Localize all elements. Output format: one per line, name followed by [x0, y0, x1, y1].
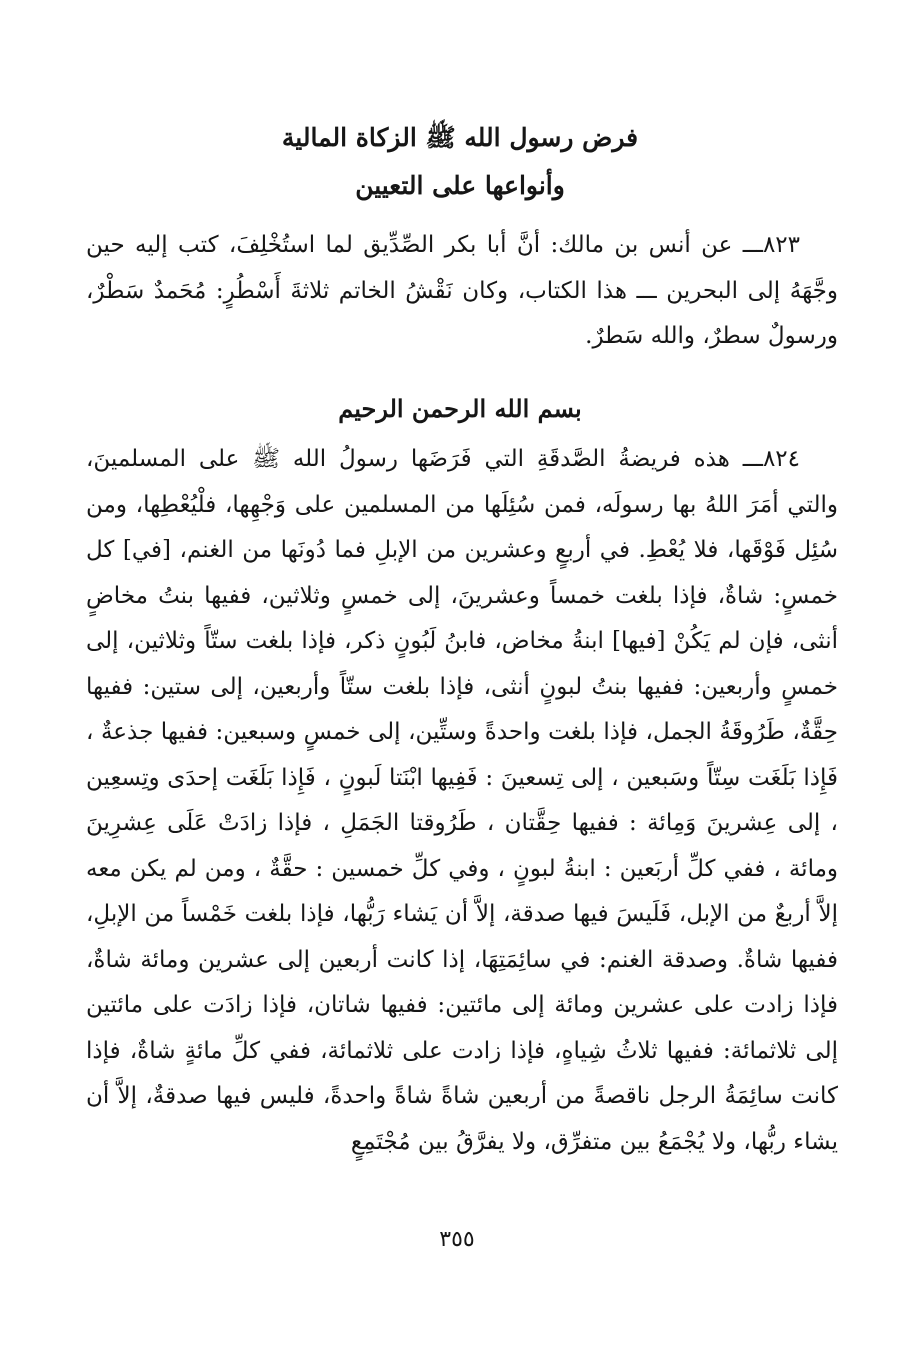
- chapter-title-line-1: فرض رسول الله ﷺ الزكاة المالية: [281, 123, 639, 152]
- hadith-text: هذه فريضةُ الصَّدقَةِ التي فَرَضَها رسولُ الله ﷺ على المسلمينَ، والتي أمَرَ اللهُ بها رسولَه، فمن سُئِلَها من المسلمين على وَجْهِها، فلْيُعْطِها، ومن سُئِل فَوْقَها، فلا يُعْطِ. في أربعٍ وعشرين من الإبلِ فما دُونَها من الغنم، [في] كل خمسٍ: شاةٌ، فإذا بلغت خمساً وعشرينَ، إلى خمسٍ وثلاثين، ففيها بنتُ مخاضٍ أنثى، فإن لم يَكُنْ [فيها] ابنةُ مخاض، فابنُ لَبُونٍ ذكر، فإذا بلغت ستّاً وثلاثين، إلى خمسٍ وأربعين: ففيها بنتُ لبونٍ أنثى، فإذا بلغت ستّاً وأربعين، إلى ستين: ففيها حِقَّةٌ، طَرُوقَةُ الجمل، فإذا بلغت واحدةً وستِّين، إلى خمسٍ وسبعين: ففيها جذعةٌ ، فَإِذا بَلَغَت سِتّاً وسَبعين ، إلى تِسعينَ : فَفِيها ابْنَتا لَبونٍ ، فَإِذا بَلَغَت إحدَى وتِسعِين ، إلى عِشرينَ وَمِائة : ففيها حِقَّتان ، طَرُوقتا الجَمَلِ ، فإذا زادَتْ عَلَى عِشرِينَ ومائة ، ففي كلِّ أربَعين : ابنةُ لبونٍ ، وفي كلِّ خمسين : حقَّةٌ ، ومن لم يكن معه إلاَّ أربعٌ من الإبل، فَلَيسَ فيها صدقة، إلاَّ أن يَشاء رَبُّها، فإذا بلغت خَمْساً من الإبلِ، ففيها شاةٌ. وصدقة الغنم: في سائِمَتِهَا، إذا كانت أربعين إلى عشرين ومائة شاةٌ، فإذا زادت على عشرين ومائة إلى مائتين: ففيها شاتان، فإذا زادَت على مائتين إلى ثلاثمائة: ففيها ثلاثُ شِياهٍ، فإذا زادت على ثلاثمائة، ففي كلِّ مائةٍ شاةٌ، فإذا كانت سائِمَةُ الرجل ناقصةً من أربعين شاةً شاةً واحدةً، فليس فيها صدقةٌ، إلاَّ أن يشاء ربُّها، ولا يُجْمَعُ بين متفرِّق، ولا يفرَّقُ بين مُجْتَمِعٍ: [86, 446, 838, 1155]
- basmala-heading: بسم الله الرحمن الرحيم: [338, 394, 582, 423]
- hadith-number: ٨٢٣ـــ: [742, 232, 801, 258]
- page-number: ٣٥٥: [439, 1227, 475, 1252]
- hadith-823-paragraph: [86, 223, 838, 360]
- hadith-823: [86, 223, 838, 360]
- hadith-text: عن أنس بن مالك: أنَّ أبا بكر الصِّدِّيق لما استُخْلِفَ، كتب إليه حين وجَّهَهُ إلى البحرين ـــ هذا الكتاب، وكان نَقْشُ الخاتم ثلاثةَ أَسْطُرٍ: مُحَمدٌ سَطْرٌ، ورسولٌ سطرٌ، والله سَطرٌ.: [86, 232, 838, 349]
- hadith-824: [86, 437, 838, 1165]
- hadith-number: ٨٢٤ـــ: [742, 446, 800, 472]
- chapter-title-line-2: وأنواعها على التعيين: [355, 171, 565, 200]
- hadith-824-paragraph: [86, 437, 838, 1165]
